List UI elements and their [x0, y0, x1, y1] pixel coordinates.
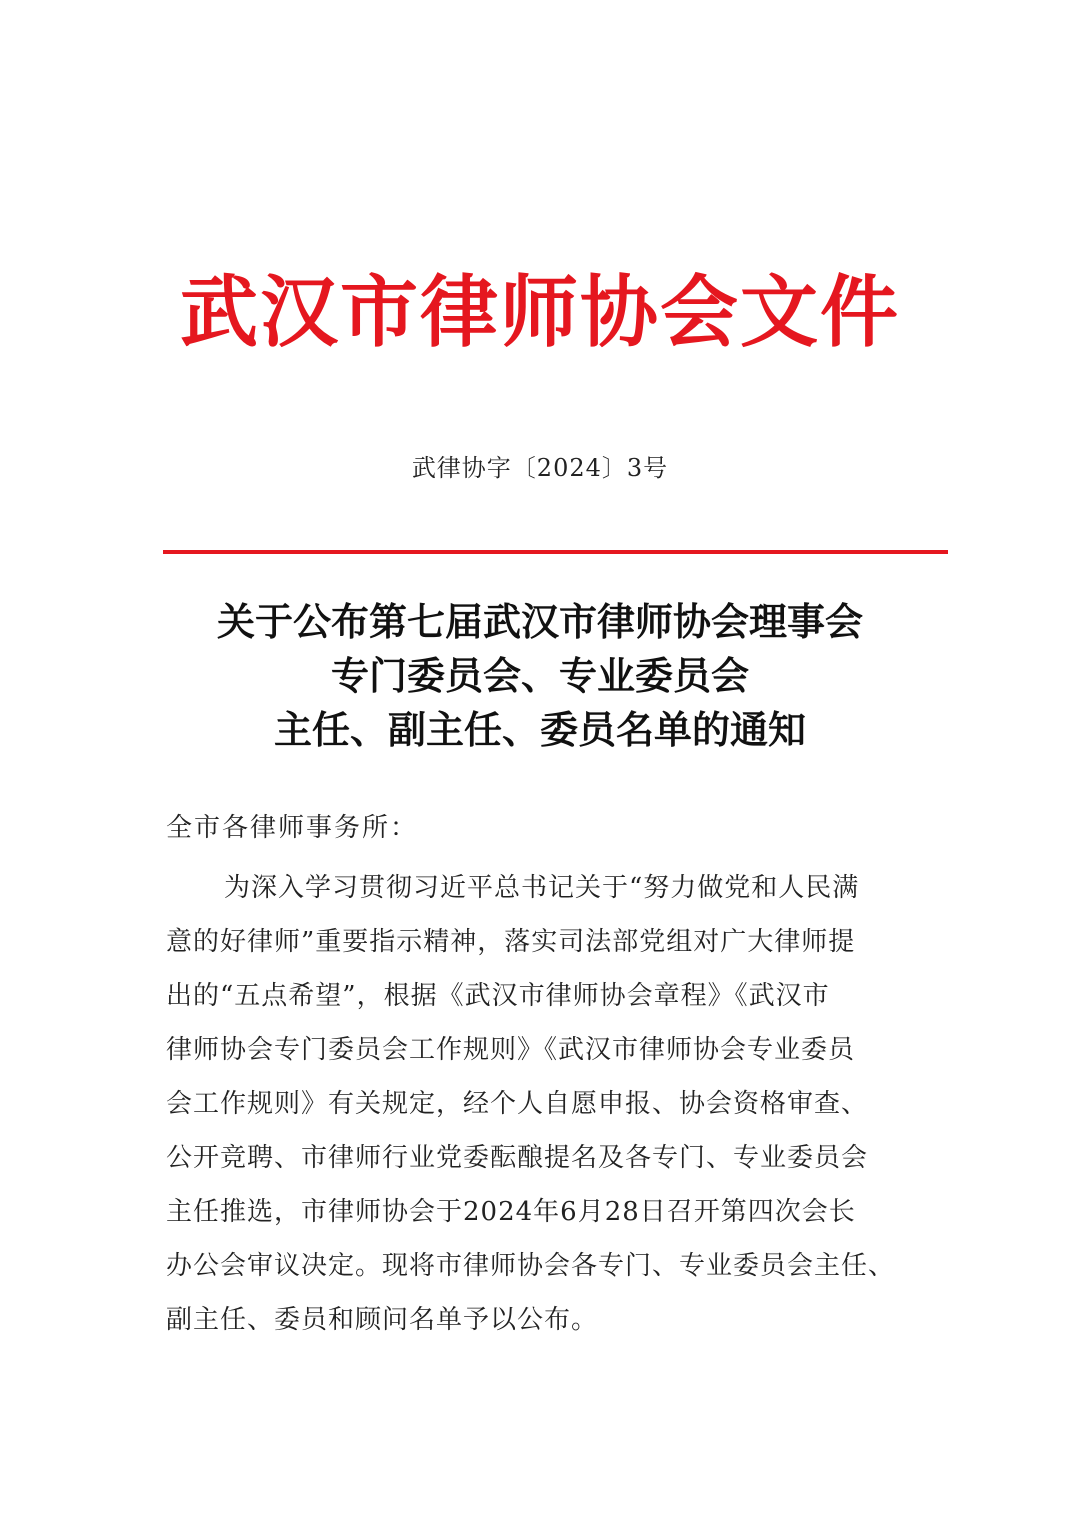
body-paragraph: [166, 861, 926, 1347]
body-line: 办公会审议决定。现将市律师协会各专门、专业委员会主任、: [166, 1251, 896, 1281]
body-line: 副主任、委员和顾问名单予以公布。: [166, 1305, 599, 1335]
body-line: 出的“五点希望”，根据《武汉市律师协会章程》《武汉市: [166, 981, 830, 1011]
body-line: 公开竞聘、市律师行业党委酝酿提名及各专门、专业委员会: [166, 1143, 869, 1173]
body-line: 意的好律师”重要指示精神，落实司法部党组对广大律师提: [166, 927, 856, 957]
document-number: 武律协字〔2024〕3号: [411, 454, 669, 482]
notice-title-line: 专门委员会、专业委员会: [330, 654, 749, 698]
body-line: 律师协会专门委员会工作规则》《武汉市律师协会专业委员: [166, 1035, 856, 1065]
notice-title-line: 主任、副主任、委员名单的通知: [273, 708, 806, 752]
notice-title: [0, 595, 1080, 757]
red-divider-line: [163, 550, 948, 554]
masthead-title: 武汉市律师协会文件: [179, 268, 900, 358]
body-line: 为深入学习贯彻习近平总书记关于“努力做党和人民满: [224, 873, 860, 903]
notice-title-line: 关于公布第七届武汉市律师协会理事会: [216, 600, 863, 644]
salutation: 全市各律师事务所：: [166, 813, 419, 843]
body-line: 主任推选，市律师协会于2024年6月28日召开第四次会长: [166, 1197, 856, 1227]
body-line: 会工作规则》有关规定，经个人自愿申报、协会资格审查、: [166, 1089, 869, 1119]
